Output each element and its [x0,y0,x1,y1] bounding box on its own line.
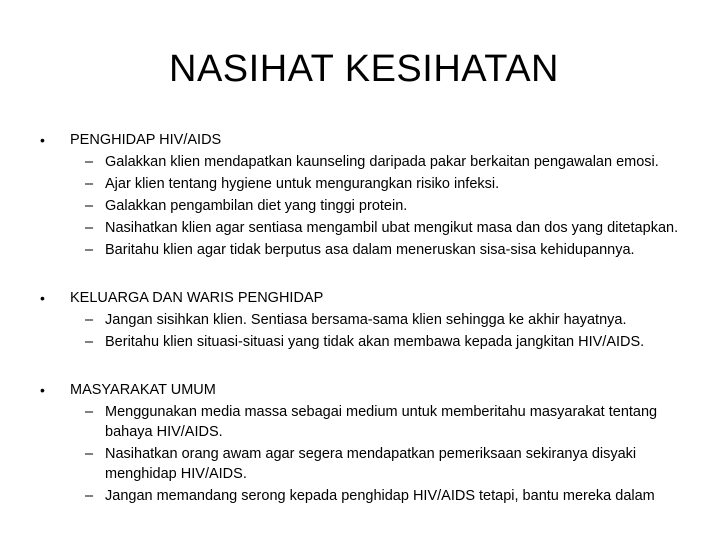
section-heading: PENGHIDAP HIV/AIDS [70,132,222,148]
list-item: – Galakkan pengambilan diet yang tinggi protein. [85,198,408,214]
bullet-icon: • [40,290,45,306]
slide-title: NASIHAT KESIHATAN [169,48,559,90]
dash-icon: – [85,404,94,420]
section-penghidap [40,130,700,260]
section-keluarga [40,288,700,352]
bullet-icon: • [40,382,45,398]
bullet-icon: • [40,132,45,148]
dash-icon: – [85,220,94,236]
dash-icon: – [85,334,94,350]
section-masyarakat [40,380,700,506]
list-item: – Nasihatkan orang awam agar segera mendapatkan pemeriksaan sekiranya disyaki menghidap HIV/AIDS. [85,446,637,482]
list-item: – Ajar klien tentang hygiene untuk mengurangkan risiko infeksi. [85,176,500,192]
list-item: – Jangan memandang serong kepada penghidap HIV/AIDS tetapi, bantu mereka dalam [85,488,655,504]
dash-icon: – [85,154,94,170]
sub-list [40,402,700,506]
list-item: – Galakkan klien mendapatkan kaunseling daripada pakar berkaitan pengawalan emosi. [85,154,659,170]
sub-list [40,152,700,260]
section-heading: KELUARGA DAN WARIS PENGHIDAP [70,290,324,306]
list-item: – Menggunakan media massa sebagai medium untuk memberitahu masyarakat tentang bahaya HIV/AIDS. [85,404,658,440]
dash-icon: – [85,176,94,192]
sub-list [40,310,700,352]
dash-icon: – [85,312,94,328]
list-item: – Baritahu klien agar tidak berputus asa dalam meneruskan sisa-sisa kehidupannya. [85,242,635,258]
dash-icon: – [85,488,94,504]
dash-icon: – [85,446,94,462]
list-item: – Nasihatkan klien agar sentiasa mengambil ubat mengikut masa dan dos yang ditetapkan. [85,220,679,236]
list-item: – Beritahu klien situasi-situasi yang tidak akan membawa kepada jangkitan HIV/AIDS. [85,334,645,350]
dash-icon: – [85,198,94,214]
slide-content [40,130,700,534]
list-item: – Jangan sisihkan klien. Sentiasa bersama-sama klien sehingga ke akhir hayatnya. [85,312,627,328]
section-heading: MASYARAKAT UMUM [70,382,216,398]
dash-icon: – [85,242,94,258]
